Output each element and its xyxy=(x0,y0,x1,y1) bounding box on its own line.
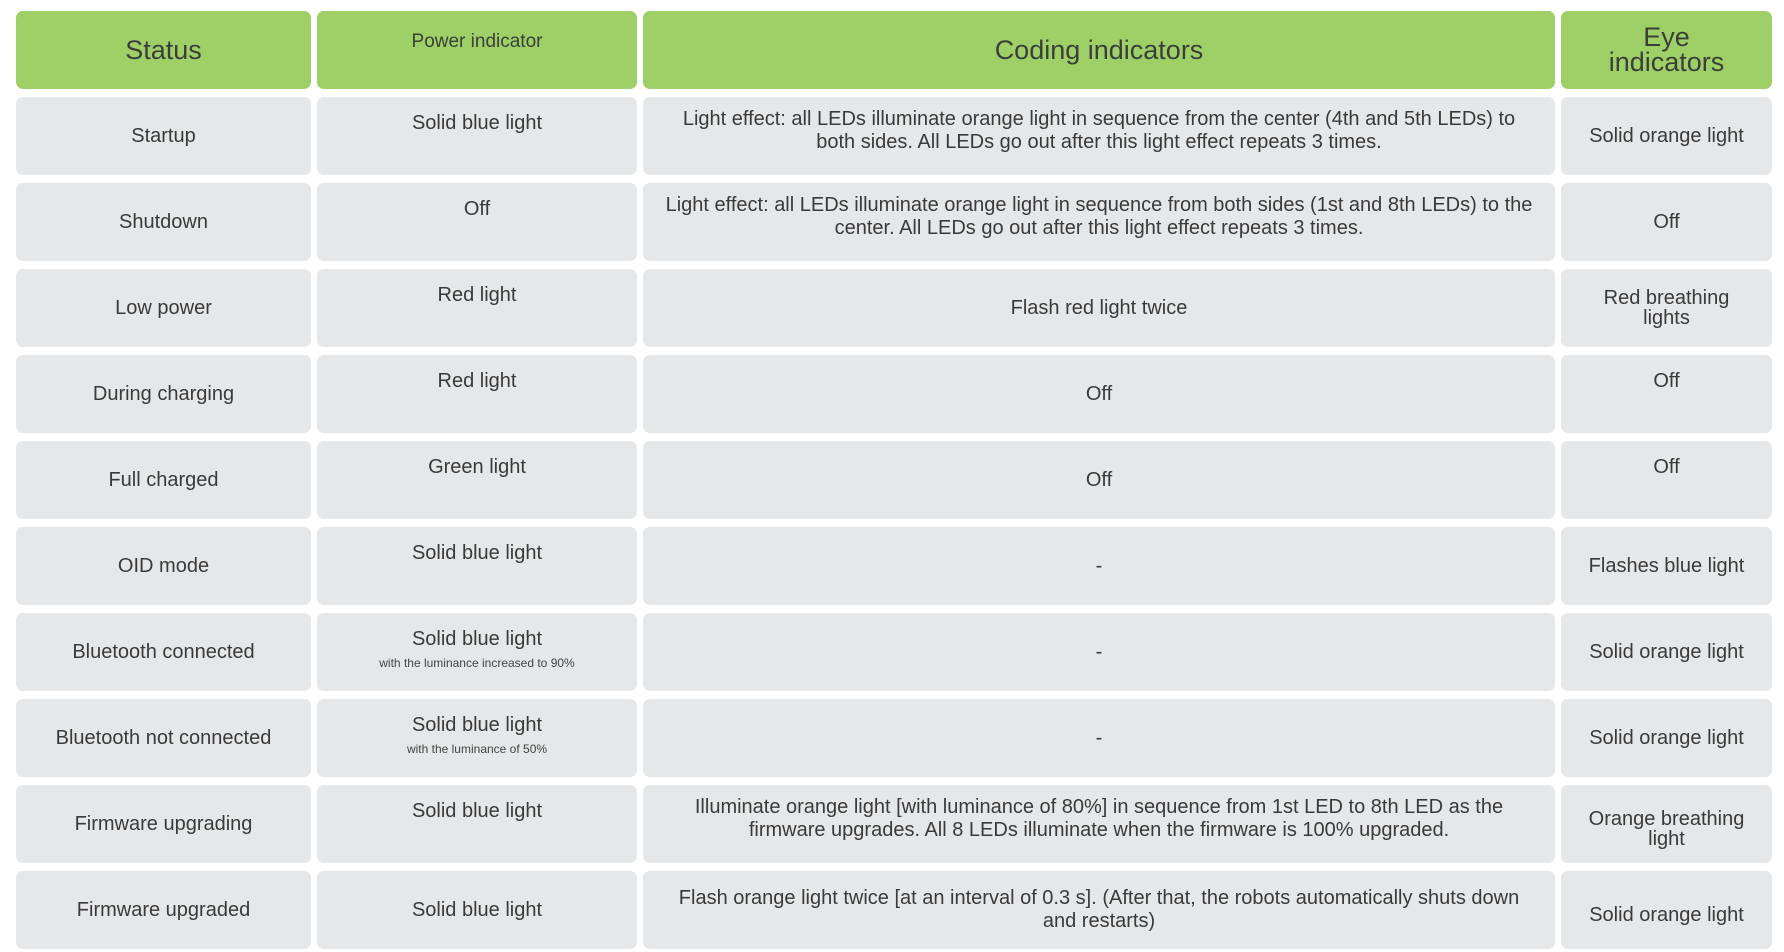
row-10-eye: Solid orange light xyxy=(1561,871,1772,949)
row-6-power xyxy=(317,527,637,605)
row-6-status: OID mode xyxy=(16,527,311,605)
row-5-eye: Off xyxy=(1561,441,1772,519)
row-4-status: During charging xyxy=(16,355,311,433)
row-7-coding: - xyxy=(643,613,1555,691)
row-2-eye: Off xyxy=(1561,183,1772,261)
row-9-coding: Illuminate orange light [with luminance of 80%] in sequence from 1st LED to 8th LED as the firmware upgrades. All 8 LEDs illuminate when the firmware is 100% upgraded. xyxy=(643,785,1555,863)
row-1-status: Startup xyxy=(16,97,311,175)
row-3-coding: Flash red light twice xyxy=(643,269,1555,347)
row-4-power xyxy=(317,355,637,433)
row-3-power-text: Red light xyxy=(437,284,517,306)
row-8-status: Bluetooth not connected xyxy=(16,699,311,777)
row-6-power-text: Solid blue light xyxy=(411,542,543,564)
row-7-power-text: Solid blue light xyxy=(411,628,543,650)
row-7-status: Bluetooth connected xyxy=(16,613,311,691)
row-9-power-text: Solid blue light xyxy=(411,800,543,822)
row-3-status: Low power xyxy=(16,269,311,347)
row-9-power xyxy=(317,785,637,863)
row-8-coding: - xyxy=(643,699,1555,777)
header-coding-indicators: Coding indicators xyxy=(643,11,1555,89)
row-5-power xyxy=(317,441,637,519)
header-eye-indicators: Eye indicators xyxy=(1561,11,1772,89)
row-1-power xyxy=(317,97,637,175)
row-8-power-text: Solid blue light xyxy=(411,714,543,736)
row-5-power-text: Green light xyxy=(428,456,526,478)
row-1-eye: Solid orange light xyxy=(1561,97,1772,175)
header-status: Status xyxy=(16,11,311,89)
row-9-eye: Orange breathing light xyxy=(1561,785,1772,863)
row-9-status: Firmware upgrading xyxy=(16,785,311,863)
row-2-power xyxy=(317,183,637,261)
row-4-coding: Off xyxy=(643,355,1555,433)
row-1-power-text: Solid blue light xyxy=(411,112,543,134)
row-10-power xyxy=(317,871,637,949)
row-3-eye: Red breathing lights xyxy=(1561,269,1772,347)
row-6-eye: Flashes blue light xyxy=(1561,527,1772,605)
row-2-power-text: Off xyxy=(463,198,491,220)
row-10-status: Firmware upgraded xyxy=(16,871,311,949)
row-7-power-note: with the luminance increased to 90% xyxy=(379,656,575,670)
row-5-coding: Off xyxy=(643,441,1555,519)
row-4-power-text: Red light xyxy=(437,370,517,392)
row-7-eye: Solid orange light xyxy=(1561,613,1772,691)
row-2-coding: Light effect: all LEDs illuminate orange light in sequence from both sides (1st and 8th LEDs) to the center. All LEDs go out after this light effect repeats 3 times. xyxy=(643,183,1555,261)
header-power-indicator: Power indicator xyxy=(317,11,637,89)
indicator-table xyxy=(16,11,1774,949)
row-8-eye: Solid orange light xyxy=(1561,699,1772,777)
row-1-coding: Light effect: all LEDs illuminate orange light in sequence from the center (4th and 5th LEDs) to both sides. All LEDs go out after this light effect repeats 3 times. xyxy=(643,97,1555,175)
row-10-power-text: Solid blue light xyxy=(411,898,543,921)
row-6-coding: - xyxy=(643,527,1555,605)
row-3-power xyxy=(317,269,637,347)
row-8-power-note: with the luminance of 50% xyxy=(406,742,548,756)
row-7-power xyxy=(317,613,637,691)
row-8-power xyxy=(317,699,637,777)
row-4-eye: Off xyxy=(1561,355,1772,433)
row-10-coding: Flash orange light twice [at an interval of 0.3 s]. (After that, the robots automatically shuts down and restarts) xyxy=(643,871,1555,949)
row-5-status: Full charged xyxy=(16,441,311,519)
row-2-status: Shutdown xyxy=(16,183,311,261)
